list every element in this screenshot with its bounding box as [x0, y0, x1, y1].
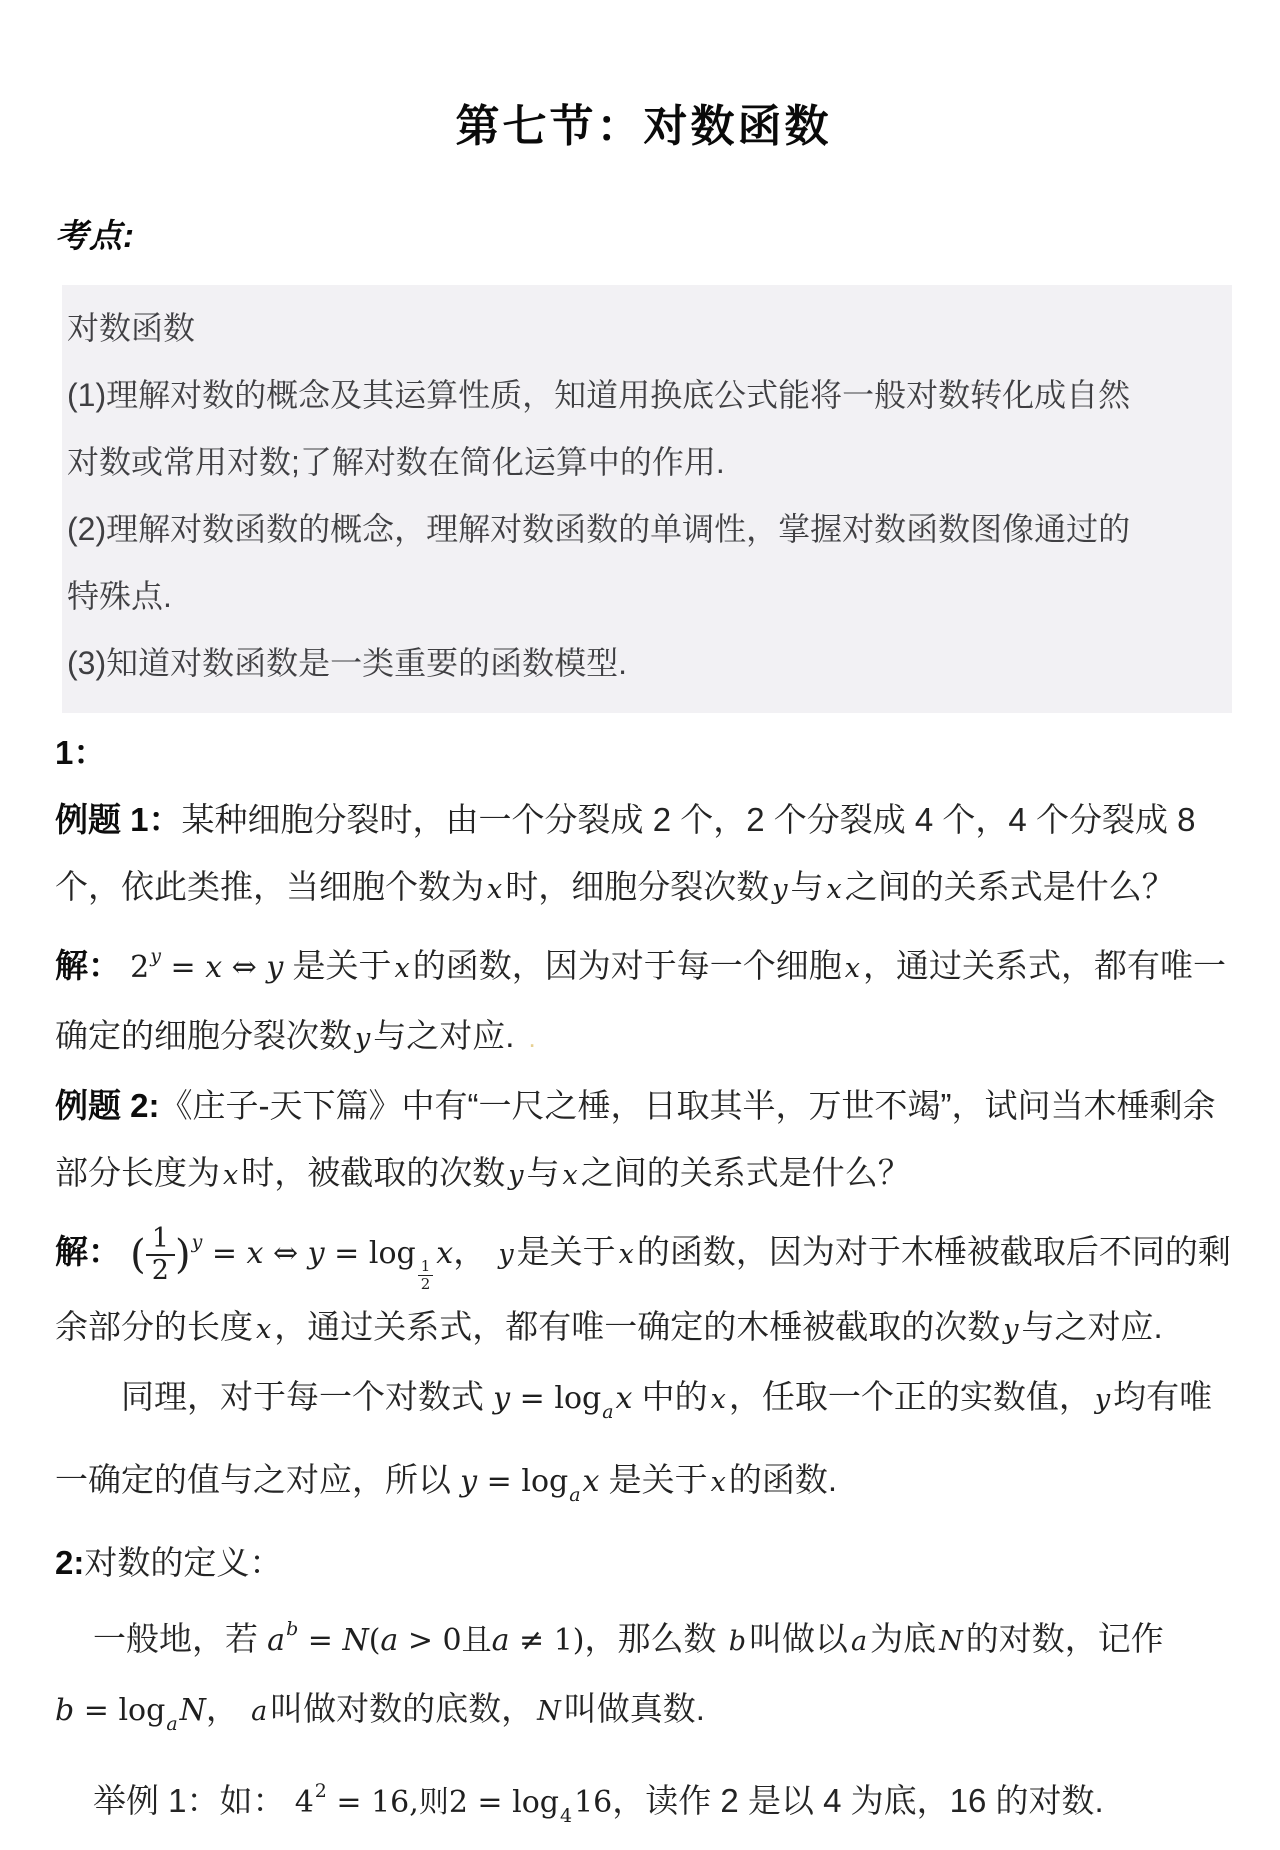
- iff-arrow: ⇔: [263, 1236, 308, 1271]
- solution-1-text: ，通过关系式，都有唯一确定的细胞分裂次数: [55, 947, 1226, 1054]
- equals-sign: =: [510, 1381, 555, 1417]
- var-N: N: [939, 1626, 963, 1658]
- log-argument: 16: [574, 1785, 613, 1821]
- example-1-text: 某种细胞分裂时，由一个分裂成 2 个，2 个分裂成 4 个，4 个分裂成 8 个，依此类推，当细胞个数为: [55, 801, 1196, 905]
- var-a: a: [267, 1623, 286, 1659]
- right-paren: ): [174, 1232, 191, 1278]
- var-a: a: [380, 1623, 399, 1659]
- var-y: y: [355, 1023, 371, 1054]
- section-1-marker: 1：: [55, 734, 107, 771]
- formula-exponent: 2: [314, 1780, 327, 1803]
- section-2-title: 对数的定义：: [84, 1544, 283, 1582]
- box-line-topic: 对数函数: [67, 310, 196, 346]
- exam-points-box: [62, 285, 1232, 713]
- fraction-numerator: 1: [418, 1258, 434, 1276]
- var-x: x: [205, 950, 223, 985]
- log-base-a: a: [569, 1484, 581, 1507]
- definition-text: 一般地，若: [93, 1620, 258, 1658]
- box-line-point-2: (2)理解对数函数的概念，理解对数函数的单调性，掌握对数函数图像通过的特殊点.: [67, 511, 1131, 614]
- formula-log-a-x: [493, 1381, 633, 1424]
- var-x: x: [436, 1236, 454, 1271]
- var-a: a: [251, 1696, 268, 1728]
- right-paren: ): [572, 1623, 585, 1659]
- fraction-denominator: 2: [151, 1255, 169, 1286]
- example-2-text: 《庄子-天下篇》中有“一尺之棰，日取其半，万世不竭”，试问当木棰剩余部分长度为: [55, 1087, 1216, 1191]
- notation-text: ，: [205, 1690, 239, 1728]
- stray-mark-dot: .: [528, 1023, 536, 1053]
- var-x: x: [844, 953, 860, 984]
- var-x: x: [615, 1381, 633, 1417]
- var-a: a: [491, 1623, 510, 1659]
- log-operator: log: [521, 1464, 569, 1500]
- exam-points-heading: 考点:: [55, 217, 135, 254]
- analogy-text: 是关于: [608, 1461, 708, 1499]
- equals-sign: =: [298, 1623, 343, 1659]
- definition-text: ，那么数: [584, 1620, 717, 1658]
- var-x: x: [710, 1384, 726, 1416]
- left-paren: (: [368, 1623, 381, 1659]
- solution-2-paragraph: [55, 1209, 1232, 1363]
- solution-1-text: 的函数，因为对于每一个细胞: [412, 947, 842, 984]
- then-character: 则: [418, 1785, 449, 1821]
- worked-example-text: ，读作 2 是以 4 为底，16 的对数.: [612, 1782, 1104, 1820]
- analogy-text: 均有唯一确定的值与之对应，所以: [55, 1378, 1213, 1499]
- solution-1-paragraph: [55, 923, 1232, 1072]
- var-x: x: [582, 1464, 600, 1500]
- definition-text: 为底: [870, 1620, 937, 1658]
- equals-sign: =: [477, 1464, 522, 1500]
- box-line-point-1: (1)理解对数的概念及其运算性质，知道用换底公式能将一般对数转化成自然对数或常用对数;了解对数在简化运算中的作用.: [67, 377, 1131, 480]
- definition-text: 的对数，记作: [965, 1620, 1164, 1658]
- log-operator: log: [118, 1693, 166, 1729]
- equals-sign: =: [324, 1236, 369, 1271]
- var-x: x: [246, 1236, 264, 1271]
- formula-a-power-b: [267, 1618, 585, 1659]
- definition-paragraph: [55, 1596, 1232, 1675]
- fraction-denominator: 2: [420, 1275, 431, 1293]
- formula-exponential-equation: [130, 945, 284, 985]
- solution-1-text: 与之对应.: [373, 1017, 515, 1054]
- var-x: x: [826, 874, 842, 905]
- analogy-text: 中的: [641, 1378, 708, 1416]
- formula-exponent: y: [191, 1231, 203, 1253]
- solution-2-text: ，通过关系式，都有唯一确定的木棰被截取的次数: [274, 1308, 1001, 1346]
- formula-exponent: y: [150, 945, 161, 967]
- var-y: y: [498, 1239, 514, 1270]
- condition-gt-zero: > 0: [398, 1623, 462, 1659]
- solution-2-text: 是关于: [516, 1233, 616, 1270]
- equals-sign: =: [74, 1693, 119, 1729]
- formula-exponent: b: [286, 1618, 299, 1641]
- example-2-text: 与: [526, 1154, 560, 1191]
- worked-example-paragraph: [55, 1758, 1232, 1850]
- example-1-paragraph: [55, 786, 1232, 923]
- example-2-paragraph: [55, 1072, 1232, 1209]
- notation-text: 叫做真数.: [563, 1690, 705, 1728]
- var-N: N: [537, 1696, 561, 1728]
- var-b: b: [728, 1626, 746, 1658]
- example-2-text: 之间的关系式是什么？: [580, 1154, 911, 1191]
- section-2-marker: 2:: [55, 1544, 85, 1582]
- formula-base: 2: [130, 950, 150, 985]
- var-y: y: [1003, 1314, 1019, 1346]
- example-1-text: 之间的关系式是什么？: [844, 868, 1175, 905]
- condition-neq-one: ≠ 1: [509, 1623, 573, 1659]
- section-2-heading: [55, 1529, 1232, 1596]
- equals-sign: =: [202, 1236, 247, 1271]
- solution-1-label: 解：: [55, 947, 121, 984]
- analogy-text: ，任取一个正的实数值，: [728, 1378, 1092, 1416]
- formula-4-squared-16: [294, 1780, 613, 1828]
- var-y: y: [266, 950, 284, 985]
- analogy-paragraph: [55, 1363, 1232, 1529]
- var-x: x: [223, 1160, 239, 1191]
- notation-paragraph: [55, 1675, 1232, 1758]
- log-operator: log: [554, 1381, 602, 1417]
- var-N: N: [342, 1623, 369, 1659]
- box-line-point-3: (3)知道对数函数是一类重要的函数模型.: [67, 645, 628, 681]
- var-x: x: [487, 874, 503, 905]
- var-y: y: [460, 1464, 478, 1500]
- var-x: x: [394, 953, 410, 984]
- solution-1-text: 是关于: [292, 947, 392, 984]
- var-y: y: [772, 874, 788, 905]
- formula-b-log-a-N: [55, 1693, 206, 1736]
- var-N: N: [179, 1693, 206, 1729]
- analogy-text: 的函数.: [728, 1461, 838, 1499]
- solution-2-label: 解：: [55, 1233, 121, 1270]
- worked-example-label: 举例 1：: [93, 1782, 220, 1820]
- fraction-numerator: 1: [146, 1224, 175, 1256]
- formula-base: 4: [294, 1785, 314, 1821]
- var-y: y: [493, 1381, 511, 1417]
- and-character: 且: [461, 1623, 492, 1659]
- example-2-text: 时，被截取的次数: [241, 1154, 506, 1191]
- formula-log-a-x: [460, 1464, 600, 1507]
- notation-text: 叫做对数的底数，: [270, 1690, 535, 1728]
- equals-sign: =: [161, 950, 206, 985]
- var-x: x: [618, 1239, 634, 1270]
- var-y: y: [307, 1236, 325, 1271]
- log-base-one-half: [418, 1258, 434, 1294]
- page-title: 第七节：对数函数: [455, 102, 832, 151]
- var-a: a: [850, 1626, 868, 1658]
- log-operator: log: [368, 1236, 416, 1271]
- var-b: b: [55, 1693, 75, 1729]
- example-2-label: 例题 2:: [55, 1087, 160, 1124]
- var-x: x: [710, 1467, 726, 1499]
- var-y: y: [508, 1160, 524, 1191]
- var-y: y: [1094, 1384, 1111, 1416]
- example-1-label: 例题 1：: [55, 801, 182, 838]
- log-base-a: a: [602, 1401, 614, 1424]
- fraction-one-half: [146, 1224, 175, 1286]
- solution-2-text: ，: [453, 1233, 487, 1270]
- formula-half-power-log: [130, 1222, 454, 1293]
- log-expression: 2 = log: [448, 1785, 559, 1821]
- analogy-text: 同理，对于每一个对数式: [121, 1378, 484, 1416]
- var-x: x: [256, 1314, 272, 1346]
- solution-2-text: 与之对应.: [1021, 1308, 1163, 1346]
- example-1-text: 时，细胞分裂次数: [505, 868, 770, 905]
- log-base-a: a: [166, 1713, 178, 1736]
- log-base-4: 4: [559, 1805, 573, 1828]
- definition-text: 叫做以: [748, 1620, 848, 1658]
- solution-2-text: 的函数，因为对于木棰被截取后不同的剩余部分的长度: [55, 1233, 1231, 1346]
- equals-16: = 16,: [326, 1785, 419, 1821]
- left-paren: (: [130, 1232, 146, 1278]
- worked-example-text: 如：: [219, 1782, 286, 1820]
- iff-arrow: ⇔: [222, 950, 267, 985]
- var-x: x: [562, 1160, 578, 1191]
- example-1-text: 与: [790, 868, 824, 905]
